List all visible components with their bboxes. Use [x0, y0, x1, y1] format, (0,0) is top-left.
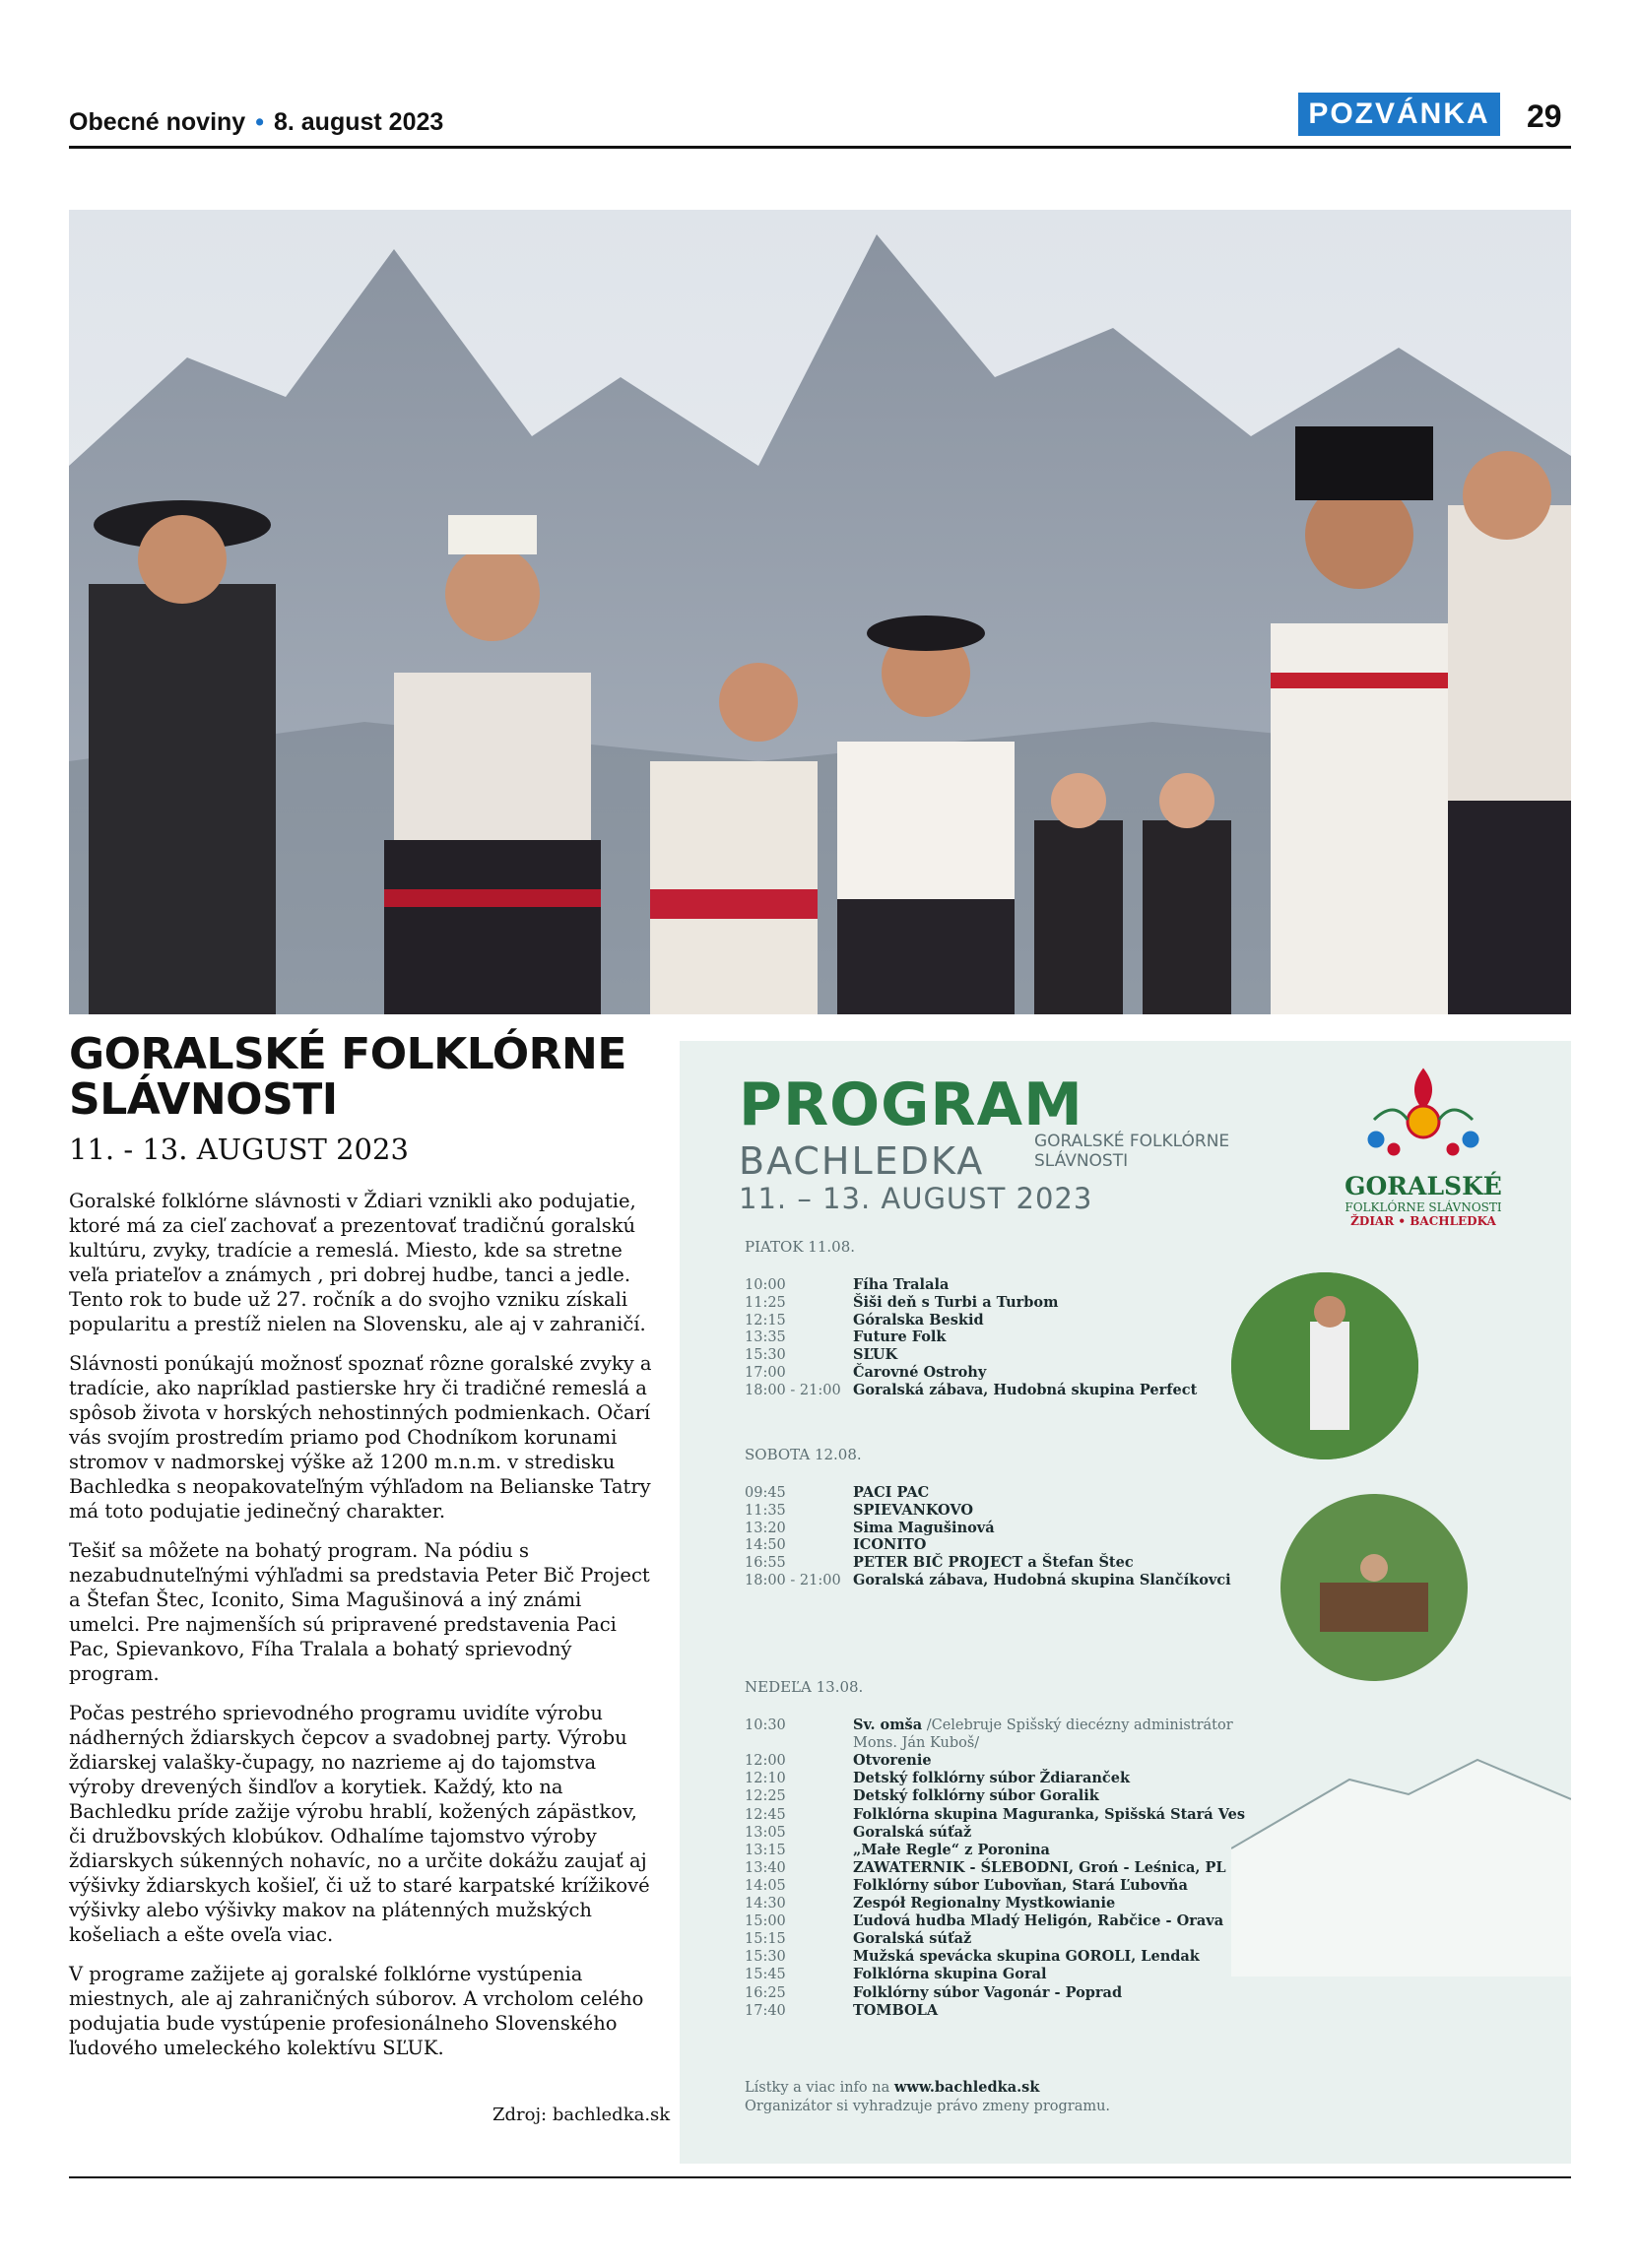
program-time: 12:45	[745, 1806, 786, 1823]
program-performer: Future Folk	[853, 1328, 947, 1346]
logo-place: ŽDIAR • BACHLEDKA	[1350, 1214, 1496, 1228]
article-body	[69, 1189, 658, 2075]
program-row	[745, 1347, 897, 1363]
article-paragraph: Goralské folklórne slávnosti v Ždiari vznikli ako podujatie, ktoré má za cieľ zachovať a prezentovať tradičnú goralskú kultúru, zvyky, tradície a remeslá. Miesto, kde sa stretne veľa priateľov a známych , pri dobrej hudbe, tanci a jedle. Tento rok to bude už 27. ročník a do svojho vzniku získali popularitu a prestíž nielen na Slovensku, ale aj v zahraničí.	[69, 1190, 646, 1335]
program-time: 18:00 - 21:00	[745, 1573, 841, 1588]
mountain-outline-icon	[1231, 1720, 1571, 1976]
program-subtitle	[1034, 1132, 1229, 1171]
article-title	[69, 1029, 660, 1125]
program-performer: ZAWATERNIK - ŚLEBODNI, Groń - Leśnica, PL	[853, 1858, 1226, 1876]
program-time: 18:00 - 21:00	[745, 1382, 841, 1398]
program-performer: Folklórny súbor Ľubovňan, Stará Ľubovňa	[853, 1876, 1188, 1894]
program-performer: Goralská súťaž	[853, 1930, 972, 1948]
program-time: 10:00	[745, 1277, 786, 1293]
logo-name: GORALSKÉ	[1345, 1172, 1502, 1200]
program-row	[745, 1825, 971, 1841]
program-performer: Ľudová hudba Mladý Heligón, Rabčice - Orava	[853, 1912, 1224, 1930]
program-performer: Sima Magušinová	[853, 1519, 995, 1536]
program-time: 14:05	[745, 1877, 786, 1894]
program-row	[745, 1717, 1233, 1733]
article-source: Zdroj: bachledka.sk	[492, 2105, 671, 2125]
program-day-label: SOBOTA 12.08.	[745, 1446, 862, 1463]
program-extra: /Celebruje Spišský diecézny administrátor	[922, 1717, 1233, 1733]
program-time: 13:40	[745, 1859, 786, 1876]
program-time: 17:00	[745, 1365, 786, 1381]
program-row	[745, 1896, 1115, 1912]
program-row	[745, 1555, 1134, 1571]
program-row	[745, 1931, 971, 1947]
program-performer: Folklórna skupina Goral	[853, 1966, 1047, 1983]
page-number: 29	[1527, 98, 1562, 134]
program-performer: PETER BIČ PROJECT a Štefan Štec	[853, 1554, 1134, 1572]
program-row	[745, 1985, 1122, 2001]
program-notes	[745, 2078, 1110, 2116]
program-performer: TOMBOLA	[853, 2001, 939, 2019]
program-time: 15:15	[745, 1931, 786, 1948]
program-performer: SĽUK	[853, 1346, 898, 1364]
program-dates: 11. – 13. AUGUST 2023	[739, 1182, 1093, 1215]
program-time: 16:55	[745, 1555, 786, 1572]
program-time: 11:35	[745, 1502, 786, 1519]
program-subtitle-line2: SLÁVNOSTI	[1034, 1151, 1129, 1171]
horse-riders-circle-photo	[1280, 1494, 1468, 1681]
program-time: 13:35	[745, 1329, 786, 1346]
article-paragraph: Tešiť sa môžete na bohatý program. Na pódiu s nezabudnuteľnými výhľadmi sa predstavia Peter Bič Project a Štefan Štec, Iconito, Sima Magušinová a iný známi umelci. Pre najmenších sú pripravené predstavenia Paci Pac, Spievankovo, Fíha Tralala a bohatý sprievodný program.	[69, 1539, 650, 1685]
program-box	[680, 1041, 1571, 2164]
program-performer: Detský folklórny súbor Goralik	[853, 1787, 1099, 1805]
program-performer: PACI PAC	[853, 1484, 930, 1501]
program-performer: Zespół Regionalny Mystkowianie	[853, 1895, 1116, 1912]
program-row	[745, 1295, 1058, 1311]
program-row	[745, 1573, 1231, 1588]
program-website-link[interactable]: www.bachledka.sk	[893, 2079, 1040, 2096]
program-row	[745, 1329, 946, 1345]
program-time: 15:00	[745, 1913, 786, 1930]
program-note-info	[745, 2078, 1110, 2098]
program-time: 16:25	[745, 1984, 786, 2001]
program-performer: Čarovné Ostrohy	[853, 1364, 987, 1381]
program-day-label: PIATOK 11.08.	[745, 1238, 856, 1256]
program-time: 12:25	[745, 1788, 786, 1805]
program-row	[745, 2003, 938, 2019]
article-title-line2: SLÁVNOSTI	[69, 1074, 338, 1125]
program-performer: SPIEVANKOVO	[853, 1501, 974, 1519]
program-row	[745, 1521, 995, 1536]
program-row	[745, 1949, 1200, 1965]
program-performer	[853, 1734, 979, 1751]
program-performer: Goralská zábava, Hudobná skupina Slančíkovci	[853, 1572, 1231, 1588]
program-row	[745, 1383, 1197, 1398]
program-row	[745, 1788, 1099, 1804]
issue-date: 8. august 2023	[273, 108, 444, 136]
dancer-circle-photo	[1231, 1272, 1418, 1459]
program-row	[745, 1485, 929, 1501]
program-performer: Detský folklórny súbor Ždiaranček	[853, 1770, 1130, 1787]
program-day-label: NEDEĽA 13.08.	[745, 1678, 864, 1696]
program-performer: Goralská súťaž	[853, 1823, 972, 1841]
program-time: 15:30	[745, 1347, 786, 1364]
publication-name: Obecné noviny	[69, 108, 246, 136]
folk-ornament-icon	[1354, 1061, 1492, 1164]
article-paragraph: Počas pestrého sprievodného programu uvidíte výrobu nádherných ždiarskych čepcov a svadobnej party. Výrobu ždiarskej valašky-čupagy, no nazrieme aj do tajomstva výroby drevených šindľov a korytiek. Každý, kto na Bachledku príde zažije výrobu hrablí, kožených zápästkov, či družbovských klobúkov. Odhalíme tajomstvo výroby ždiarskych súkenných nohavíc, no a určite dokážu zaujať aj výšivky ždiarskych košieľ, či už to staré karpatské krížikové výšivky alebo výšivky makov na plátenných mužských košeliach a ešte oveľa viac.	[69, 1702, 650, 1946]
program-time: 14:50	[745, 1537, 786, 1554]
program-row	[745, 1878, 1188, 1894]
program-time: 14:30	[745, 1896, 786, 1912]
program-performer: Šiši deň s Turbi a Turbom	[853, 1293, 1059, 1311]
program-performer: Fíha Tralala	[853, 1276, 950, 1293]
running-header	[69, 108, 443, 137]
header-rule	[69, 146, 1571, 149]
program-row	[745, 1313, 984, 1328]
program-time: 10:30	[745, 1717, 786, 1733]
program-row	[745, 1365, 986, 1381]
program-row	[745, 1967, 1047, 1982]
program-performer: ICONITO	[853, 1536, 927, 1554]
program-row	[745, 1807, 1245, 1823]
program-row	[745, 1277, 949, 1293]
program-time: 13:20	[745, 1520, 786, 1536]
program-time: 15:30	[745, 1949, 786, 1966]
program-row	[745, 1735, 979, 1751]
program-row	[745, 1913, 1223, 1929]
program-time: 12:15	[745, 1312, 786, 1328]
article-paragraph: V programe zažijete aj goralské folklórne vystúpenia miestnych, ale aj zahraničných súborov. A vrcholom celého podujatia bude vystúpenie profesionálneho Slovenského ľudového umeleckého kolektívu SĽUK.	[69, 1963, 644, 2059]
logo-subtitle: FOLKLÓRNE SLÁVNOSTI	[1345, 1200, 1502, 1214]
folk-dancers-photo	[69, 210, 1571, 1014]
program-row	[745, 1503, 973, 1519]
program-row	[745, 1753, 932, 1769]
program-performer: Goralská zábava, Hudobná skupina Perfect	[853, 1381, 1198, 1398]
program-time: 17:40	[745, 2002, 786, 2019]
program-row	[745, 1843, 1050, 1858]
program-time: 13:15	[745, 1842, 786, 1858]
program-performer: Mužská spevácka skupina GOROLI, Lendak	[853, 1948, 1200, 1966]
program-title: PROGRAM	[739, 1070, 1083, 1139]
program-row	[745, 1771, 1130, 1786]
program-time: 11:25	[745, 1294, 786, 1311]
program-performer: Sv. omša /Celebruje Spišský diecézny administrátor	[853, 1717, 1233, 1733]
article-paragraph: Slávnosti ponúkajú možnosť spoznať rôzne goralské zvyky a tradície, ako napríklad pastierske hry či tradičné remeslá a spôsob života v horských nehostinných podmienkach. Očarí vás svojím prostredím priamo pod Chodníkom korunami stromov v nadmorskej výške až 1200 m.n.m. v stredisku Bachledka s neopakovateľným výhľadom na Belianske Tatry má toto podujatie jedinečný charakter.	[69, 1352, 652, 1523]
program-time: 13:05	[745, 1824, 786, 1841]
separator-dot: •	[255, 108, 264, 136]
program-time: 12:10	[745, 1771, 786, 1787]
program-note-prefix: Lístky a viac info na	[745, 2080, 894, 2096]
footer-rule	[69, 2176, 1571, 2178]
program-time: 09:45	[745, 1485, 786, 1501]
program-note-disclaimer: Organizátor si vyhradzuje právo zmeny programu.	[745, 2099, 1111, 2114]
program-row	[745, 1860, 1226, 1876]
program-performer: Folklórna skupina Maguranka, Spišská Stará Ves	[853, 1805, 1246, 1823]
section-badge: POZVÁNKA	[1298, 93, 1500, 136]
article-title-line1: GORALSKÉ FOLKLÓRNE	[69, 1029, 626, 1079]
program-performer: „Małe Regle“ z Poronina	[853, 1841, 1050, 1858]
program-venue: BACHLEDKA	[739, 1139, 985, 1183]
program-performer: Folklórny súbor Vagonár - Poprad	[853, 1983, 1123, 2001]
program-row	[745, 1537, 926, 1553]
program-time: 15:45	[745, 1967, 786, 1983]
program-performer: Góralska Beskid	[853, 1311, 984, 1328]
program-time: 12:00	[745, 1753, 786, 1770]
program-performer: Otvorenie	[853, 1752, 932, 1770]
program-subtitle-line1: GORALSKÉ FOLKLÓRNE	[1034, 1132, 1230, 1151]
festival-logo	[1310, 1061, 1537, 1228]
article-dates: 11. - 13. AUGUST 2023	[69, 1133, 409, 1166]
program-extra: Mons. Ján Kuboš/	[853, 1735, 980, 1752]
